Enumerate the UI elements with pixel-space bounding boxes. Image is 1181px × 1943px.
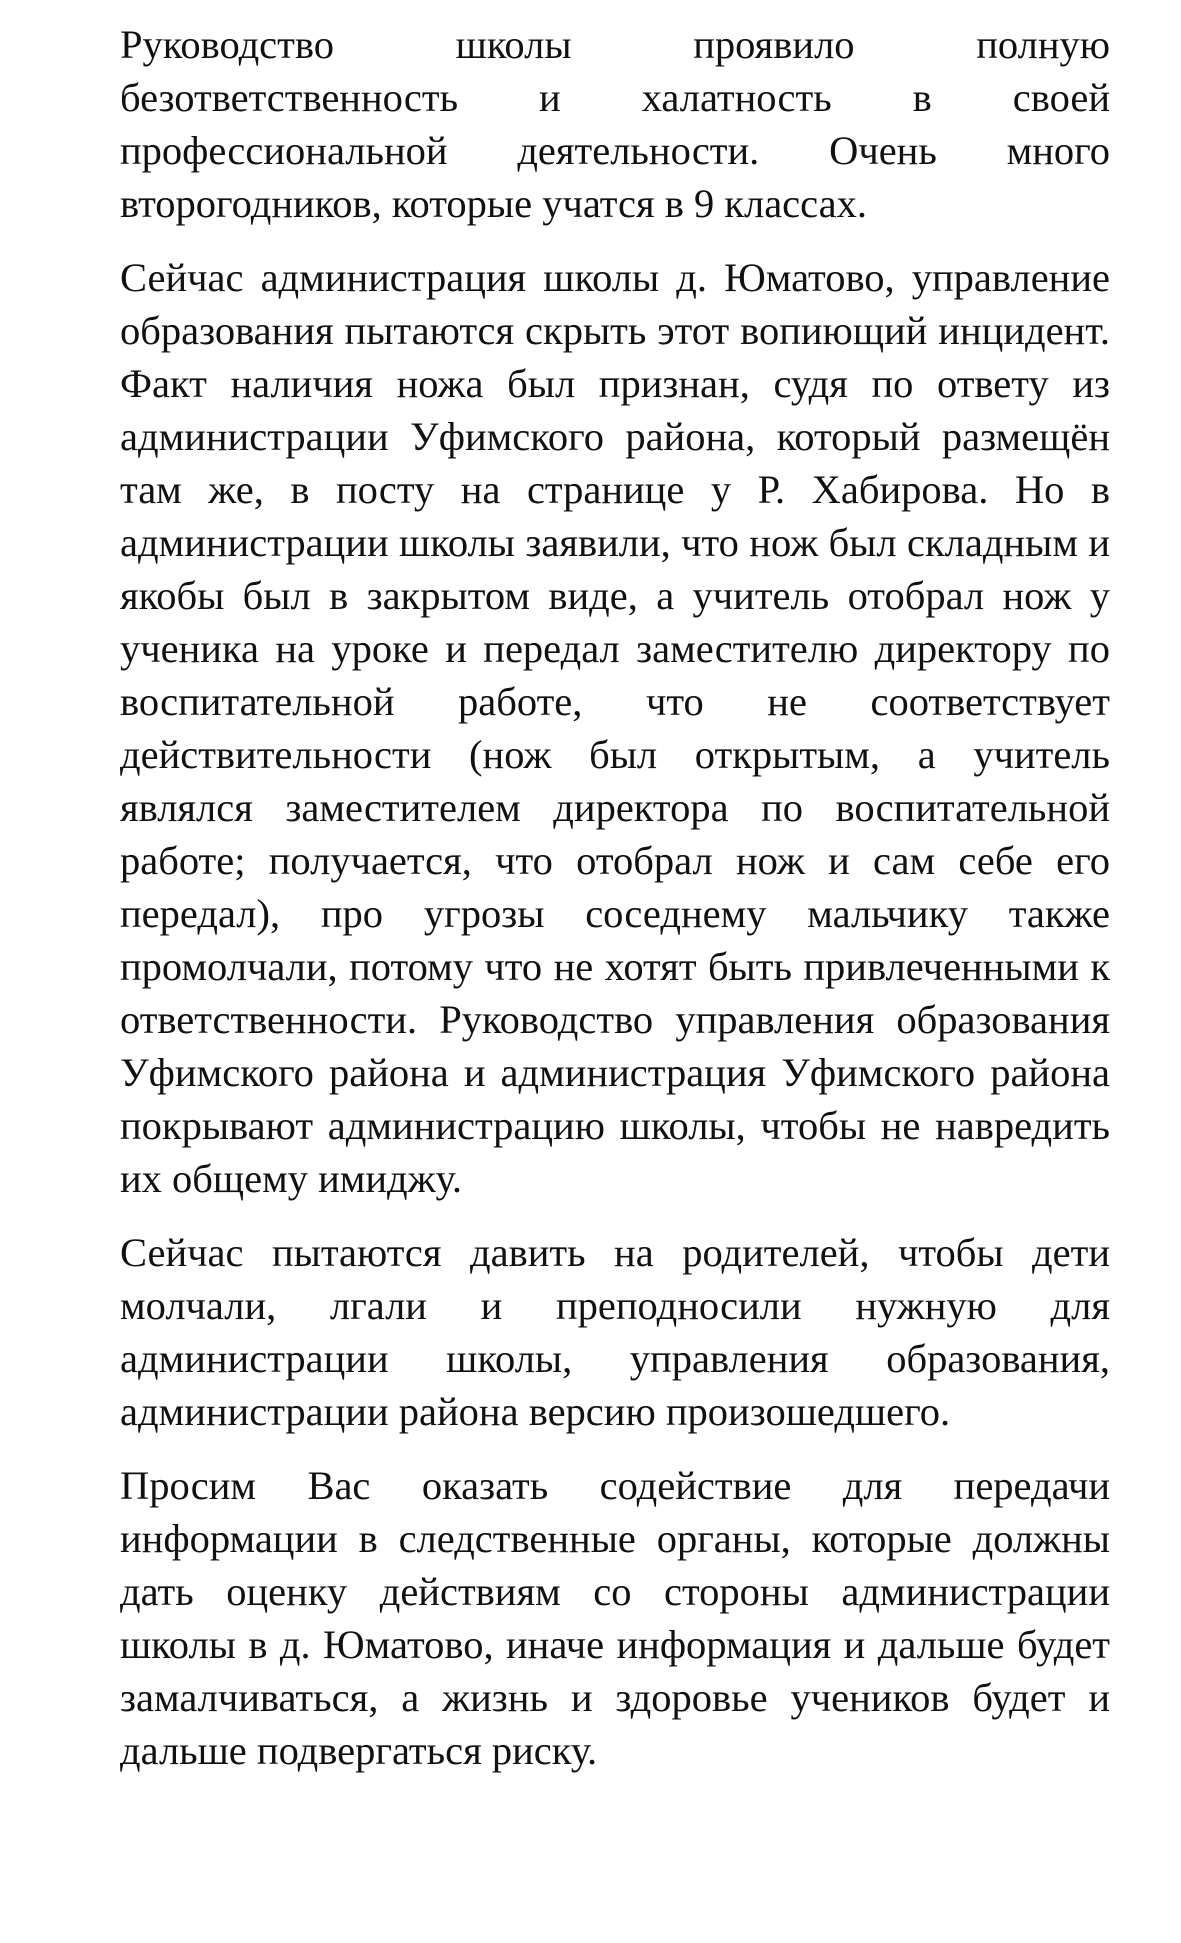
paragraph-3: Сейчас пытаются давить на родителей, чтобы дети молчали, лгали и преподносили нужную для администрации школы, управления образования, администрации района версию произошедшего.: [120, 1230, 1110, 1434]
document-body: [120, 18, 1110, 1798]
paragraph-4: Просим Вас оказать содействие для передачи информации в следственные органы, которые должны дать оценку действиям со стороны администрации школы в д. Юматово, иначе информация и дальше будет замалчиваться, а жизнь и здоровье учеников будет и дальше подвергаться риску.: [120, 1463, 1110, 1773]
paragraph-2: Сейчас администрация школы д. Юматово, управление образования пытаются скрыть этот вопиющий инцидент. Факт наличия ножа был признан, судя по ответу из администрации Уфимского района, который размещён там же, в посту на странице у Р. Хабирова. Но в администрации школы заявили, что нож был складным и якобы был в закрытом виде, а учитель отобрал нож у ученика на уроке и передал заместителю директору по воспитательной работе, что не соответствует действительности (нож был открытым, а учитель являлся заместителем директора по воспитательной работе; получается, что отобрал нож и сам себе его передал), про угрозы соседнему мальчику также промолчали, потому что не хотят быть привлеченными к ответственности. Руководство управления образования Уфимского района и администрация Уфимского района покрывают администрацию школы, чтобы не навредить их общему имиджу.: [120, 255, 1110, 1201]
paragraph-1: Руководство школы проявило полную безответственность и халатность в своей профессиональной деятельности. Очень много второгодников, которые учатся в 9 классах.: [120, 22, 1110, 226]
